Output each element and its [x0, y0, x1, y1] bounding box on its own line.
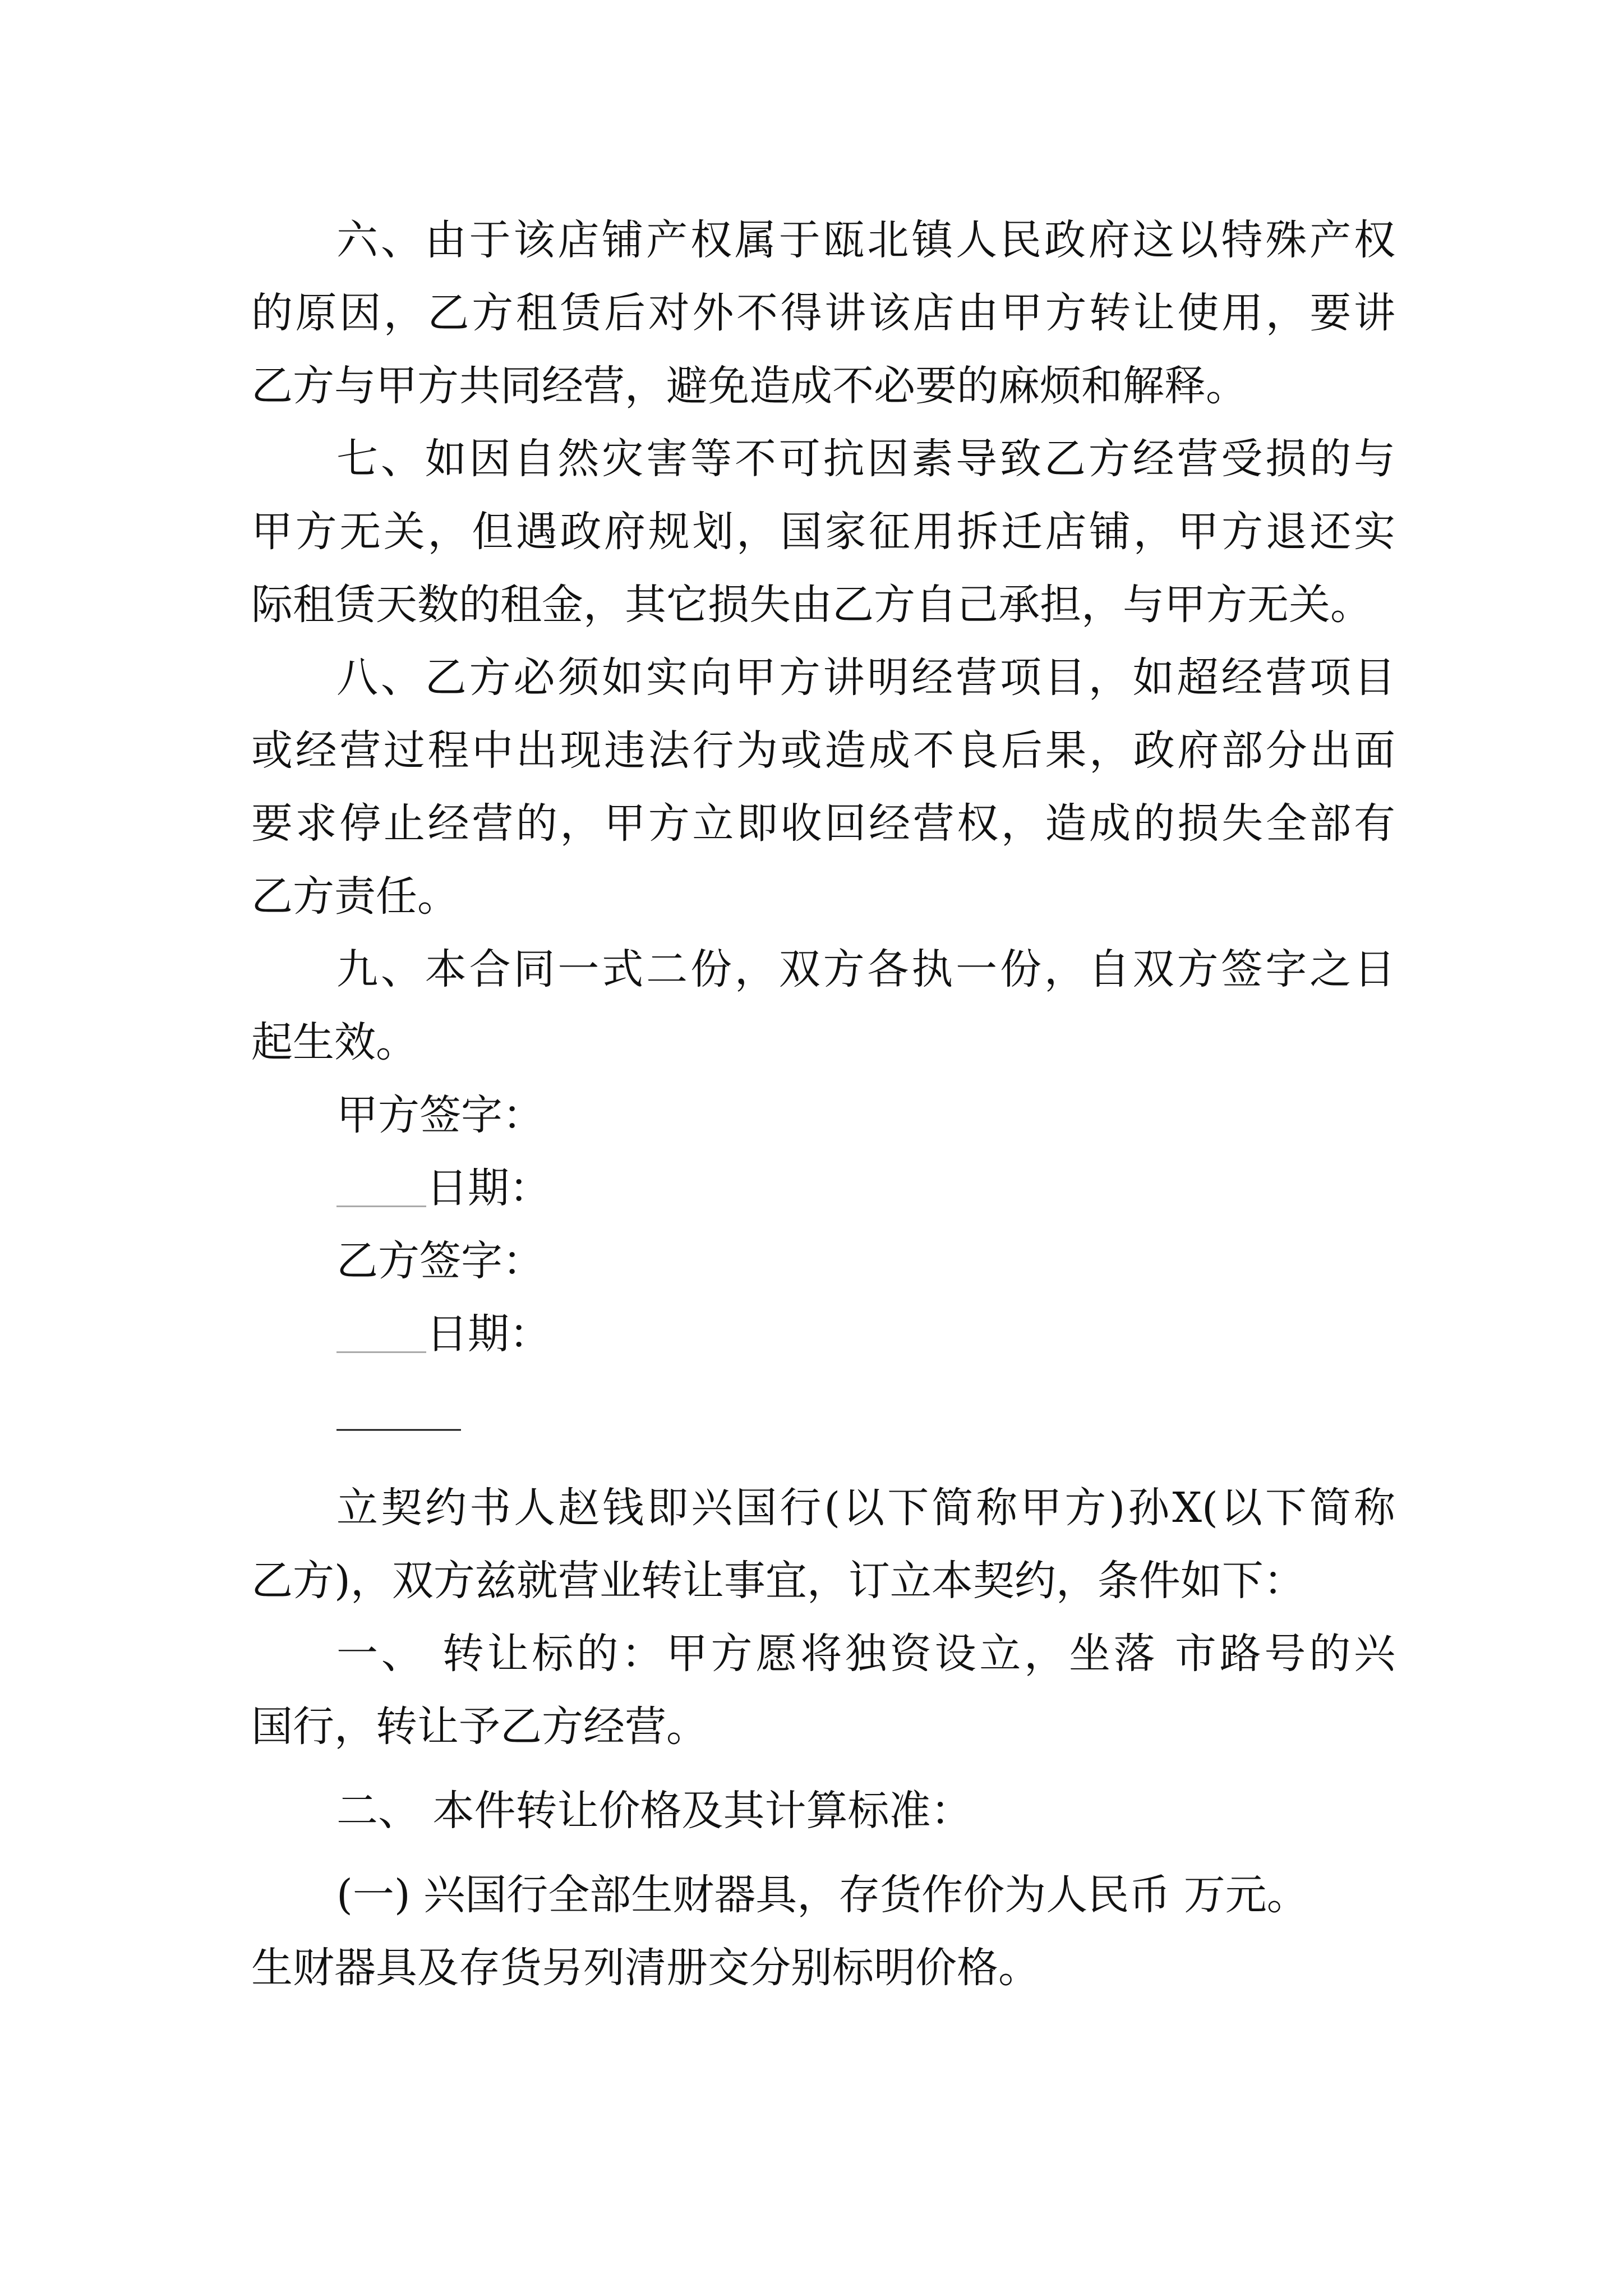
party-a-date-row [336, 1160, 551, 1216]
transfer-item-2-heading: 二、 本件转让价格及其计算标准： [336, 1787, 972, 1835]
transfer-item-2-sub-1-line-1: (一) 兴国行全部生财器具，存货作价为人民币 万元。 [336, 1871, 1308, 1919]
clause-7-line-1: 七、如因自然灾害等不可抗因素导致乙方经营受损的与 [336, 435, 1395, 483]
contract-intro-line-2: 乙方)，双方兹就营业转让事宜，订立本契约，条件如下： [251, 1557, 1305, 1605]
clause-8-line-2: 或经营过程中出现违法行为或造成不良后果，政府部分出面 [251, 726, 1395, 775]
clause-8-line-4: 乙方责任。 [251, 872, 459, 921]
clause-9-line-2: 起生效。 [251, 1018, 417, 1066]
party-b-date-row [336, 1306, 551, 1362]
clause-6-line-2: 的原因，乙方租赁后对外不得讲该店由甲方转让使用，要讲 [251, 289, 1395, 337]
clause-8-line-3: 要求停止经营的，甲方立即收回经营权，造成的损失全部有 [251, 799, 1395, 848]
contract-intro-line-1: 立契约书人赵钱即兴国行(以下简称甲方)孙X(以下简称 [336, 1484, 1395, 1532]
clause-9-line-1: 九、本合同一式二份，双方各执一份，自双方签字之日 [336, 945, 1395, 993]
clause-7-line-3: 际租赁天数的租金，其它损失由乙方自己承担，与甲方无关。 [251, 581, 1372, 629]
section-divider: ______ [336, 1383, 461, 1431]
clause-7-line-2: 甲方无关，但遇政府规划，国家征用拆迁店铺，甲方退还实 [251, 508, 1395, 556]
clause-6-line-3: 乙方与甲方共同经营，避免造成不必要的麻烦和解释。 [251, 362, 1247, 410]
party-b-signature-blank [336, 1312, 426, 1353]
transfer-item-1-line-1: 一、 转让标的：甲方愿将独资设立，坐落 市路号的兴 [336, 1630, 1395, 1678]
transfer-item-2-sub-1-line-2: 生财器具及存货另列清册交分别标明价格。 [251, 1944, 1040, 1992]
clause-6-line-1: 六、由于该店铺产权属于瓯北镇人民政府这以特殊产权 [336, 216, 1395, 264]
party-b-date-label: 日期： [426, 1310, 551, 1358]
transfer-item-1-line-2: 国行，转让予乙方经营。 [251, 1703, 708, 1751]
party-a-signature-blank [336, 1166, 426, 1207]
party-a-date-label: 日期： [426, 1164, 551, 1212]
clause-8-line-1: 八、乙方必须如实向甲方讲明经营项目，如超经营项目 [336, 654, 1395, 702]
party-a-signature-label: 甲方签字： [336, 1091, 544, 1139]
party-b-signature-label: 乙方签字： [336, 1237, 544, 1285]
